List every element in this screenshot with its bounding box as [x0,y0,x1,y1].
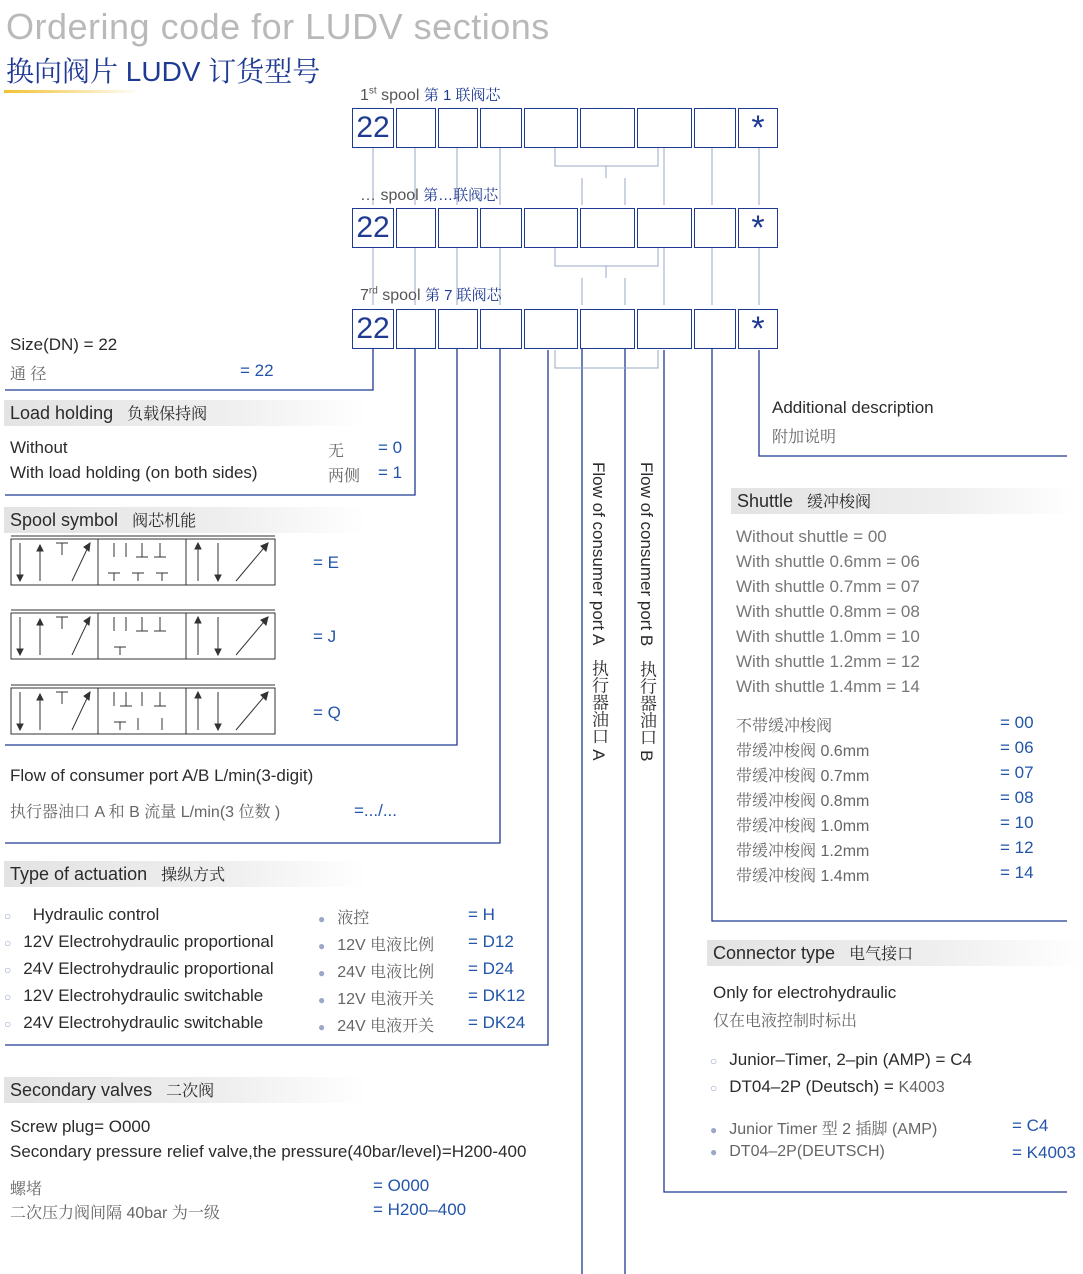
code-box-size: 22 [352,309,394,349]
actuation-option-en: ○ 24V Electrohydraulic switchable [4,1013,264,1032]
connector-option-en: ○ Junior–Timer, 2–pin (AMP) = C4 [710,1050,972,1069]
code-box-flow-ab [480,108,522,148]
actuation-header: Type of actuation 操纵方式 [4,861,366,887]
page-title-en: Ordering code for LUDV sections [6,6,550,47]
spool-row-3-label: 7rd spool 第 7 联阀芯 [360,285,502,304]
code-box-additional: * [738,309,778,349]
actuation-option-zh: ● 24V 电液开关 [318,1018,435,1035]
actuation-option-en: ○ 12V Electrohydraulic proportional [4,932,274,951]
actuation-option-en: ○ Hydraulic control [4,905,160,924]
shuttle-option-en: With shuttle 1.0mm = 10 [736,627,920,646]
actuation-option-zh: ● 12V 电液开关 [318,991,435,1008]
shuttle-option-zh: 带缓冲梭阀 1.2mm [736,843,870,860]
size-label-en: Size(DN) = 22 [10,335,118,354]
spool-symbol-code-e: = E [313,553,339,572]
code-box-shuttle [694,309,736,349]
actuation-option-en: ○ 12V Electrohydraulic switchable [4,986,264,1005]
connector-note-zh: 仅在电液控制时标出 [713,1013,858,1030]
connector-type-header: Connector type 电气接口 [707,940,1083,966]
flow-ab-code: =.../... [354,801,397,820]
secondary-zh-1: 螺堵 [10,1181,43,1198]
flow-ab-label-en: Flow of consumer port A/B L/min(3-digit) [10,766,314,785]
code-box-size: 22 [352,208,394,248]
shuttle-option-code: = 08 [1000,788,1034,807]
shuttle-option-zh: 带缓冲梭阀 0.7mm [736,768,870,785]
secondary-code-1: = O000 [373,1176,430,1195]
spool-symbol-j-icon [10,609,276,661]
code-box-flow-b [580,108,635,148]
flow-b-vertical-label: Flow of consumer port B 执行器油口 B [637,462,656,762]
spool-symbol-header: Spool symbol 阀芯机能 [4,507,366,533]
code-box-load-holding [396,208,436,248]
secondary-code-2: = H200–400 [373,1200,467,1219]
connector-option-code: = K4003 [1012,1143,1076,1162]
load-holding-option-code: = 0 [378,438,403,457]
spool-row-2-label: … spool 第…联阀芯 [360,187,499,204]
connector-option-en: ○ DT04–2P (Deutsch) = K4003 [710,1077,945,1096]
code-box-shuttle [694,208,736,248]
shuttle-option-zh: 带缓冲梭阀 1.4mm [736,868,870,885]
connector-option-zh: ● Junior Timer 型 2 插脚 (AMP) [710,1121,938,1138]
load-holding-option-en: Without [10,438,68,457]
shuttle-option-en: With shuttle 0.6mm = 06 [736,552,920,571]
code-box-actuation [637,208,692,248]
shuttle-option-code: = 06 [1000,738,1034,757]
connector-option-code: = C4 [1012,1116,1049,1135]
shuttle-option-code: = 07 [1000,763,1034,782]
code-box-size: 22 [352,108,394,148]
shuttle-option-en: With shuttle 1.4mm = 14 [736,677,920,696]
secondary-zh-2: 二次压力阀间隔 40bar 为一级 [10,1205,220,1222]
actuation-option-code: = DK12 [468,986,526,1005]
additional-description-en: Additional description [772,398,934,417]
code-box-shuttle [694,108,736,148]
load-holding-option-zh: 两侧 [328,468,361,485]
spool-symbol-q-icon [10,684,276,736]
load-holding-header: Load holding 负载保持阀 [4,400,366,426]
code-box-additional: * [738,208,778,248]
actuation-option-zh: ● 液控 [318,910,370,927]
connector-option-zh: ● DT04–2P(DEUTSCH) [710,1143,885,1160]
shuttle-option-zh: 带缓冲梭阀 0.8mm [736,793,870,810]
spool-symbol-code-j: = J [313,627,337,646]
code-box-actuation [637,309,692,349]
code-box-spool-symbol [438,309,478,349]
code-box-flow-a [524,108,578,148]
shuttle-option-en: With shuttle 0.7mm = 07 [736,577,920,596]
page-title-zh: 换向阀片 LUDV 订货型号 [6,56,321,87]
actuation-option-code: = H [468,905,495,924]
shuttle-option-zh: 带缓冲梭阀 0.6mm [736,743,870,760]
code-box-flow-b [580,309,635,349]
code-box-load-holding [396,309,436,349]
actuation-option-zh: ● 12V 电液比例 [318,937,435,954]
shuttle-option-en: Without shuttle = 00 [736,527,887,546]
actuation-option-zh: ● 24V 电液比例 [318,964,435,981]
shuttle-option-code: = 14 [1000,863,1034,882]
shuttle-header: Shuttle 缓冲梭阀 [731,488,1077,514]
shuttle-option-zh: 不带缓冲梭阀 [736,718,833,735]
secondary-valves-header: Secondary valves 二次阀 [4,1077,366,1103]
actuation-option-code: = D24 [468,959,514,978]
secondary-line-1: Screw plug= O000 [10,1117,151,1136]
code-box-actuation [637,108,692,148]
code-box-load-holding [396,108,436,148]
code-box-flow-ab [480,208,522,248]
connector-note-en: Only for electrohydraulic [713,983,897,1002]
shuttle-option-code: = 10 [1000,813,1034,832]
actuation-option-code: = D12 [468,932,514,951]
size-label-zh: 通 径 [10,366,47,383]
load-holding-option-code: = 1 [378,463,403,482]
load-holding-option-zh: 无 [328,443,345,460]
code-box-flow-b [580,208,635,248]
spool-symbol-e-icon [10,535,276,587]
code-box-spool-symbol [438,108,478,148]
spool-symbol-code-q: = Q [313,703,341,722]
actuation-option-code: = DK24 [468,1013,526,1032]
flow-ab-label-zh: 执行器油口 A 和 B 流量 L/min(3 位数 ) [10,804,281,821]
flow-a-vertical-label: Flow of consumer port A 执行器油口 A [589,462,608,761]
code-box-flow-ab [480,309,522,349]
code-box-additional: * [738,108,778,148]
secondary-line-2: Secondary pressure relief valve,the pressure(40bar/level)=H200-400 [10,1142,527,1161]
shuttle-option-en: With shuttle 1.2mm = 12 [736,652,920,671]
spool-row-1-label: 1st spool 第 1 联阀芯 [360,85,501,104]
shuttle-option-zh: 带缓冲梭阀 1.0mm [736,818,870,835]
size-value: = 22 [240,361,274,380]
additional-description-zh: 附加说明 [772,429,837,446]
actuation-option-en: ○ 24V Electrohydraulic proportional [4,959,274,978]
shuttle-option-code: = 12 [1000,838,1034,857]
code-box-flow-a [524,208,578,248]
load-holding-option-en: With load holding (on both sides) [10,463,258,482]
shuttle-option-code: = 00 [1000,713,1034,732]
code-box-flow-a [524,309,578,349]
code-box-spool-symbol [438,208,478,248]
shuttle-option-en: With shuttle 0.8mm = 08 [736,602,920,621]
